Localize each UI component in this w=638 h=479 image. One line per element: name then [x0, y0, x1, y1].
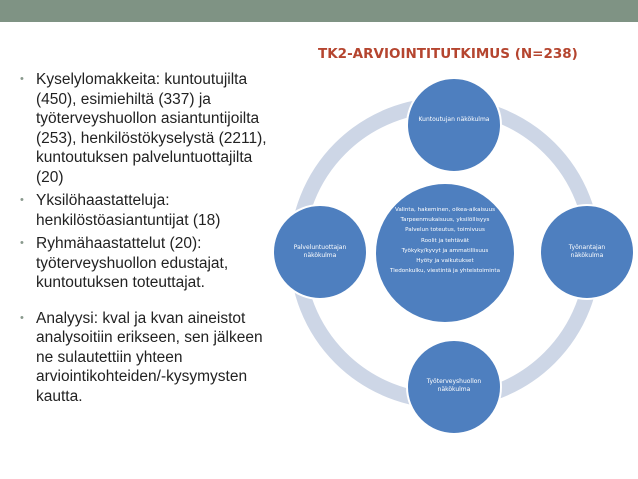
bullet-item: • Analyysi: kval ja kvan aineistot analysoitiin erikseen, sen jälkeen ne sulautettiin yhteen arviointikohteiden/-kysymysten kautta. [20, 309, 263, 405]
bullet-dot-icon: • [20, 237, 24, 249]
center-topic: Tiedonkulku, viestintä ja yhteistoiminta [389, 268, 501, 275]
node-top [407, 78, 501, 172]
bullet-item: • Yksilöhaastatteluja: henkilöstöasiantuntijat (18) [20, 192, 221, 229]
bullet-item: • Ryhmähaastattelut (20): työterveyshuollon edustajat, kuntoutuksen toteuttajat. [20, 235, 229, 291]
center-topic: Tarpeenmukaisuus, yksilöllisyys [400, 217, 490, 224]
node-top-label: Kuntoutujan näkökulma [418, 116, 490, 123]
bullet-dot-icon: • [20, 194, 24, 206]
center-topic: Valinta, hakeminen, oikea-aikaisuus [394, 207, 496, 213]
center-topic: Roolit ja tehtävät [420, 237, 470, 244]
node-left-label: Palveluntuottajan näkökulma [293, 244, 347, 259]
bullet-dot-icon: • [20, 73, 24, 85]
center-topic-list [385, 205, 505, 276]
node-right-label: Työnantajan näkökulma [568, 244, 606, 259]
node-bottom-label: Työterveyshuollon näkökulma [426, 378, 482, 393]
center-topic: Hyöty ja vaikutukset [416, 258, 474, 265]
bullet-dot-icon: • [20, 311, 24, 324]
center-topic: Työkyky/kyvyt ja ammatillisuus [401, 247, 489, 254]
center-topic: Palvelun toteutus, toimivuus [405, 227, 485, 234]
bullet-item: • Kyselylomakkeita: kuntoutujilta (450), esimiehiltä (337) ja työterveyshuollon asiantuntijoilta (253), henkilöstökyselystä (2211), kuntoutuksen palveluntuottajilta (20) [20, 71, 267, 186]
slide-title: TK2-ARVIOINTITUTKIMUS (N=238) [318, 46, 578, 62]
